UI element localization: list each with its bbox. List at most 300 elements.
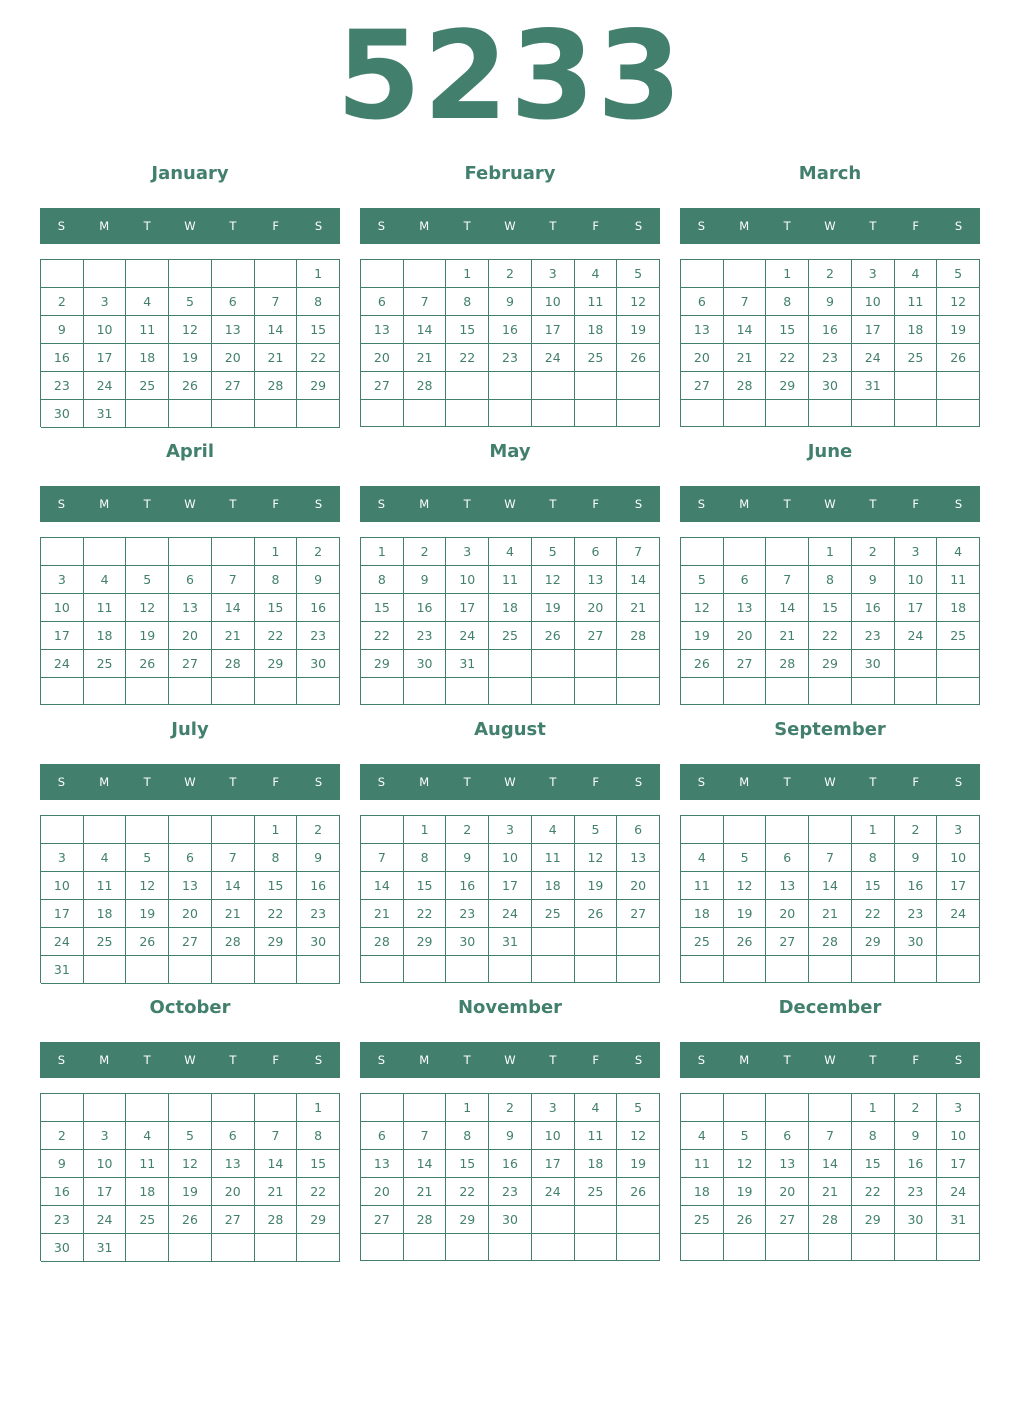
weekday-label: T: [783, 219, 791, 233]
day-cell: 30: [895, 1206, 938, 1234]
day-cell: 7: [809, 1122, 852, 1150]
weekday-label: F: [272, 775, 280, 789]
weekday-label: W: [824, 497, 836, 511]
day-cell: 18: [681, 1178, 724, 1206]
empty-day-cell: [617, 372, 660, 400]
weekday-label: W: [184, 219, 196, 233]
weekday-label: W: [184, 1053, 196, 1067]
weekday-label: T: [143, 219, 151, 233]
day-cell: 14: [404, 1150, 447, 1178]
day-cell: 22: [255, 900, 298, 928]
empty-day-cell: [617, 1234, 660, 1261]
day-cell: 17: [937, 872, 980, 900]
day-cell: 8: [809, 566, 852, 594]
day-cell: 15: [361, 594, 404, 622]
day-cell: 17: [41, 622, 84, 650]
weekday-label: M: [99, 219, 110, 233]
day-cell: 24: [489, 900, 532, 928]
day-cell: 7: [361, 844, 404, 872]
day-cell: 17: [852, 316, 895, 344]
day-cell: 5: [126, 844, 169, 872]
month-name: August: [474, 719, 546, 740]
empty-day-cell: [169, 1234, 212, 1262]
day-cell: 1: [255, 538, 298, 566]
empty-day-cell: [126, 1234, 169, 1262]
day-cell: 24: [446, 622, 489, 650]
weekday-label: T: [869, 219, 877, 233]
day-cell: 28: [212, 928, 255, 956]
day-cell: 25: [895, 344, 938, 372]
day-cell: 7: [255, 288, 298, 316]
day-cell: 15: [852, 1150, 895, 1178]
weekday-label: T: [229, 497, 237, 511]
month-name: November: [457, 997, 563, 1018]
day-cell: 10: [895, 566, 938, 594]
day-cell: 6: [617, 816, 660, 844]
weekday-label: T: [143, 775, 151, 789]
day-cell: 19: [681, 622, 724, 650]
day-cell: 19: [617, 1150, 660, 1178]
day-cell: 14: [809, 872, 852, 900]
weekday-label: F: [912, 497, 920, 511]
day-cell: 27: [169, 650, 212, 678]
day-cell: 4: [489, 538, 532, 566]
day-cell: 29: [297, 1206, 340, 1234]
day-grid: [360, 1093, 660, 1261]
empty-day-cell: [532, 400, 575, 427]
day-cell: 8: [446, 288, 489, 316]
empty-day-cell: [681, 678, 724, 705]
day-cell: 5: [126, 566, 169, 594]
weekday-label: F: [272, 497, 280, 511]
day-cell: 20: [766, 900, 809, 928]
empty-day-cell: [532, 928, 575, 956]
day-cell: 28: [255, 372, 298, 400]
empty-day-cell: [766, 1234, 809, 1261]
day-cell: 9: [41, 1150, 84, 1178]
weekday-label: T: [143, 497, 151, 511]
day-cell: 8: [297, 288, 340, 316]
day-cell: 20: [212, 1178, 255, 1206]
weekday-label: T: [869, 1053, 877, 1067]
empty-day-cell: [575, 372, 618, 400]
weekday-label: T: [143, 1053, 151, 1067]
weekday-label: T: [783, 775, 791, 789]
month-name: May: [489, 441, 531, 462]
day-cell: 24: [84, 1206, 127, 1234]
weekday-label: F: [592, 497, 600, 511]
empty-day-cell: [169, 400, 212, 428]
weekday-label: T: [229, 1053, 237, 1067]
day-cell: 27: [575, 622, 618, 650]
empty-day-cell: [41, 678, 84, 705]
day-cell: 8: [255, 844, 298, 872]
weekday-label: S: [57, 775, 66, 789]
empty-day-cell: [84, 538, 127, 566]
empty-day-cell: [809, 678, 852, 705]
day-cell: 3: [532, 260, 575, 288]
day-cell: 7: [212, 566, 255, 594]
day-cell: 7: [255, 1122, 298, 1150]
day-cell: 21: [212, 622, 255, 650]
day-cell: 1: [766, 260, 809, 288]
empty-day-cell: [895, 372, 938, 400]
day-cell: 6: [766, 1122, 809, 1150]
empty-day-cell: [852, 1234, 895, 1261]
day-cell: 1: [446, 1094, 489, 1122]
weekday-label: T: [869, 775, 877, 789]
day-cell: 10: [446, 566, 489, 594]
day-cell: 11: [575, 288, 618, 316]
empty-day-cell: [724, 1234, 767, 1261]
empty-day-cell: [575, 400, 618, 427]
empty-day-cell: [126, 678, 169, 705]
weekday-label: S: [377, 497, 386, 511]
weekday-label: W: [504, 497, 516, 511]
day-cell: 24: [84, 372, 127, 400]
day-cell: 11: [84, 594, 127, 622]
day-cell: 22: [255, 622, 298, 650]
weekday-label: W: [504, 1053, 516, 1067]
day-cell: 17: [532, 1150, 575, 1178]
day-cell: 14: [255, 316, 298, 344]
empty-day-cell: [575, 928, 618, 956]
day-cell: 10: [532, 1122, 575, 1150]
day-cell: 4: [532, 816, 575, 844]
day-cell: 5: [617, 1094, 660, 1122]
day-cell: 16: [41, 344, 84, 372]
day-cell: 15: [404, 872, 447, 900]
day-cell: 28: [809, 928, 852, 956]
empty-day-cell: [766, 678, 809, 705]
day-cell: 18: [575, 316, 618, 344]
weekday-header: [40, 1042, 340, 1078]
weekday-label: W: [504, 219, 516, 233]
day-cell: 2: [895, 816, 938, 844]
day-cell: 21: [212, 900, 255, 928]
day-cell: 26: [724, 1206, 767, 1234]
weekday-label: F: [592, 219, 600, 233]
day-cell: 13: [361, 1150, 404, 1178]
weekday-label: W: [184, 775, 196, 789]
day-cell: 5: [724, 1122, 767, 1150]
weekday-label: W: [824, 219, 836, 233]
weekday-header: [360, 208, 660, 244]
empty-day-cell: [361, 1094, 404, 1122]
weekday-label: S: [377, 775, 386, 789]
empty-day-cell: [126, 816, 169, 844]
day-cell: 17: [84, 1178, 127, 1206]
day-cell: 23: [404, 622, 447, 650]
empty-day-cell: [169, 538, 212, 566]
empty-day-cell: [297, 1234, 340, 1262]
day-cell: 12: [126, 872, 169, 900]
day-cell: 17: [532, 316, 575, 344]
day-cell: 11: [895, 288, 938, 316]
weekday-label: F: [912, 219, 920, 233]
empty-day-cell: [361, 816, 404, 844]
empty-day-cell: [766, 956, 809, 983]
empty-day-cell: [84, 956, 127, 984]
day-cell: 28: [361, 928, 404, 956]
day-cell: 24: [895, 622, 938, 650]
day-cell: 20: [766, 1178, 809, 1206]
empty-day-cell: [446, 956, 489, 983]
empty-day-cell: [617, 928, 660, 956]
empty-day-cell: [41, 816, 84, 844]
day-cell: 24: [41, 650, 84, 678]
empty-day-cell: [809, 1094, 852, 1122]
day-cell: 11: [681, 1150, 724, 1178]
day-cell: 19: [126, 900, 169, 928]
empty-day-cell: [575, 1206, 618, 1234]
empty-day-cell: [361, 1234, 404, 1261]
day-cell: 12: [575, 844, 618, 872]
weekday-header: [360, 764, 660, 800]
day-cell: 16: [489, 316, 532, 344]
day-cell: 23: [446, 900, 489, 928]
day-cell: 17: [446, 594, 489, 622]
day-cell: 23: [489, 344, 532, 372]
weekday-label: M: [99, 1053, 110, 1067]
day-cell: 1: [297, 260, 340, 288]
day-cell: 29: [766, 372, 809, 400]
day-cell: 28: [404, 372, 447, 400]
empty-day-cell: [724, 956, 767, 983]
day-cell: 3: [84, 1122, 127, 1150]
day-cell: 5: [937, 260, 980, 288]
day-cell: 15: [255, 594, 298, 622]
day-cell: 14: [617, 566, 660, 594]
empty-day-cell: [297, 400, 340, 428]
day-cell: 12: [724, 872, 767, 900]
day-cell: 14: [724, 316, 767, 344]
empty-day-cell: [895, 400, 938, 427]
empty-day-cell: [212, 400, 255, 428]
empty-day-cell: [446, 678, 489, 705]
day-cell: 7: [766, 566, 809, 594]
day-cell: 31: [84, 1234, 127, 1262]
day-cell: 11: [532, 844, 575, 872]
day-cell: 6: [169, 844, 212, 872]
day-cell: 30: [852, 650, 895, 678]
empty-day-cell: [937, 650, 980, 678]
day-cell: 16: [404, 594, 447, 622]
day-cell: 5: [575, 816, 618, 844]
empty-day-cell: [852, 956, 895, 983]
day-cell: 18: [126, 1178, 169, 1206]
day-cell: 2: [297, 538, 340, 566]
day-cell: 20: [575, 594, 618, 622]
day-cell: 31: [84, 400, 127, 428]
day-cell: 25: [84, 928, 127, 956]
empty-day-cell: [766, 400, 809, 427]
day-cell: 10: [41, 872, 84, 900]
empty-day-cell: [681, 1094, 724, 1122]
day-cell: 4: [84, 566, 127, 594]
day-cell: 30: [41, 400, 84, 428]
weekday-header: [680, 208, 980, 244]
empty-day-cell: [681, 956, 724, 983]
weekday-label: M: [739, 497, 750, 511]
weekday-label: S: [314, 1053, 323, 1067]
day-cell: 9: [404, 566, 447, 594]
weekday-label: S: [377, 219, 386, 233]
day-cell: 9: [297, 844, 340, 872]
day-cell: 4: [575, 260, 618, 288]
day-cell: 18: [489, 594, 532, 622]
day-cell: 23: [895, 1178, 938, 1206]
day-cell: 8: [361, 566, 404, 594]
day-cell: 6: [766, 844, 809, 872]
weekday-label: S: [314, 775, 323, 789]
day-cell: 4: [126, 288, 169, 316]
day-cell: 3: [937, 1094, 980, 1122]
empty-day-cell: [255, 1094, 298, 1122]
day-cell: 18: [126, 344, 169, 372]
empty-day-cell: [532, 1234, 575, 1261]
weekday-label: T: [869, 497, 877, 511]
day-cell: 11: [489, 566, 532, 594]
day-cell: 26: [937, 344, 980, 372]
day-cell: 16: [489, 1150, 532, 1178]
empty-day-cell: [212, 1094, 255, 1122]
weekday-header: [40, 208, 340, 244]
day-cell: 7: [809, 844, 852, 872]
day-cell: 3: [446, 538, 489, 566]
weekday-label: T: [229, 775, 237, 789]
day-cell: 5: [681, 566, 724, 594]
day-cell: 9: [809, 288, 852, 316]
day-cell: 13: [212, 1150, 255, 1178]
empty-day-cell: [895, 650, 938, 678]
weekday-label: S: [697, 775, 706, 789]
empty-day-cell: [937, 372, 980, 400]
empty-day-cell: [41, 260, 84, 288]
day-cell: 22: [446, 1178, 489, 1206]
day-grid: [680, 1093, 980, 1261]
empty-day-cell: [937, 1234, 980, 1261]
empty-day-cell: [297, 956, 340, 984]
day-cell: 1: [255, 816, 298, 844]
day-cell: 27: [169, 928, 212, 956]
day-cell: 23: [297, 900, 340, 928]
day-cell: 26: [169, 372, 212, 400]
day-cell: 8: [404, 844, 447, 872]
day-cell: 4: [895, 260, 938, 288]
weekday-label: T: [463, 219, 471, 233]
day-cell: 19: [724, 1178, 767, 1206]
weekday-label: M: [419, 497, 430, 511]
empty-day-cell: [489, 400, 532, 427]
empty-day-cell: [212, 956, 255, 984]
day-cell: 30: [446, 928, 489, 956]
day-cell: 31: [446, 650, 489, 678]
day-cell: 21: [617, 594, 660, 622]
day-cell: 8: [446, 1122, 489, 1150]
weekday-label: F: [912, 775, 920, 789]
day-cell: 27: [212, 372, 255, 400]
weekday-header: [40, 764, 340, 800]
day-cell: 22: [852, 1178, 895, 1206]
day-grid: [680, 537, 980, 705]
empty-day-cell: [84, 678, 127, 705]
weekday-label: M: [739, 775, 750, 789]
day-cell: 1: [361, 538, 404, 566]
empty-day-cell: [895, 956, 938, 983]
empty-day-cell: [532, 956, 575, 983]
empty-day-cell: [404, 1094, 447, 1122]
day-grid: [360, 259, 660, 427]
day-cell: 25: [681, 1206, 724, 1234]
day-cell: 20: [169, 622, 212, 650]
day-cell: 16: [895, 872, 938, 900]
day-cell: 8: [766, 288, 809, 316]
weekday-label: S: [634, 775, 643, 789]
weekday-label: S: [954, 497, 963, 511]
day-cell: 27: [766, 928, 809, 956]
weekday-label: S: [634, 219, 643, 233]
day-cell: 25: [532, 900, 575, 928]
day-cell: 22: [361, 622, 404, 650]
day-cell: 1: [297, 1094, 340, 1122]
day-cell: 25: [126, 1206, 169, 1234]
day-cell: 21: [404, 1178, 447, 1206]
empty-day-cell: [489, 956, 532, 983]
empty-day-cell: [126, 538, 169, 566]
empty-day-cell: [212, 678, 255, 705]
weekday-label: M: [99, 775, 110, 789]
empty-day-cell: [532, 650, 575, 678]
day-cell: 13: [169, 872, 212, 900]
day-cell: 29: [297, 372, 340, 400]
weekday-label: F: [272, 219, 280, 233]
day-cell: 14: [809, 1150, 852, 1178]
day-cell: 13: [212, 316, 255, 344]
day-cell: 21: [724, 344, 767, 372]
empty-day-cell: [809, 1234, 852, 1261]
day-cell: 15: [446, 1150, 489, 1178]
day-cell: 20: [724, 622, 767, 650]
day-cell: 28: [724, 372, 767, 400]
day-cell: 30: [489, 1206, 532, 1234]
month-name: February: [464, 163, 556, 184]
empty-day-cell: [255, 1234, 298, 1262]
day-cell: 26: [724, 928, 767, 956]
day-cell: 15: [297, 316, 340, 344]
weekday-label: M: [739, 219, 750, 233]
day-cell: 1: [852, 816, 895, 844]
day-cell: 10: [937, 844, 980, 872]
day-cell: 17: [84, 344, 127, 372]
empty-day-cell: [575, 650, 618, 678]
day-cell: 15: [297, 1150, 340, 1178]
weekday-label: T: [783, 1053, 791, 1067]
day-cell: 29: [809, 650, 852, 678]
day-cell: 25: [575, 1178, 618, 1206]
empty-day-cell: [255, 260, 298, 288]
weekday-label: T: [463, 497, 471, 511]
day-cell: 19: [937, 316, 980, 344]
day-cell: 27: [766, 1206, 809, 1234]
day-cell: 18: [895, 316, 938, 344]
day-cell: 29: [404, 928, 447, 956]
day-cell: 11: [126, 316, 169, 344]
day-grid: [360, 537, 660, 705]
day-cell: 6: [361, 288, 404, 316]
day-cell: 12: [724, 1150, 767, 1178]
weekday-header: [680, 1042, 980, 1078]
